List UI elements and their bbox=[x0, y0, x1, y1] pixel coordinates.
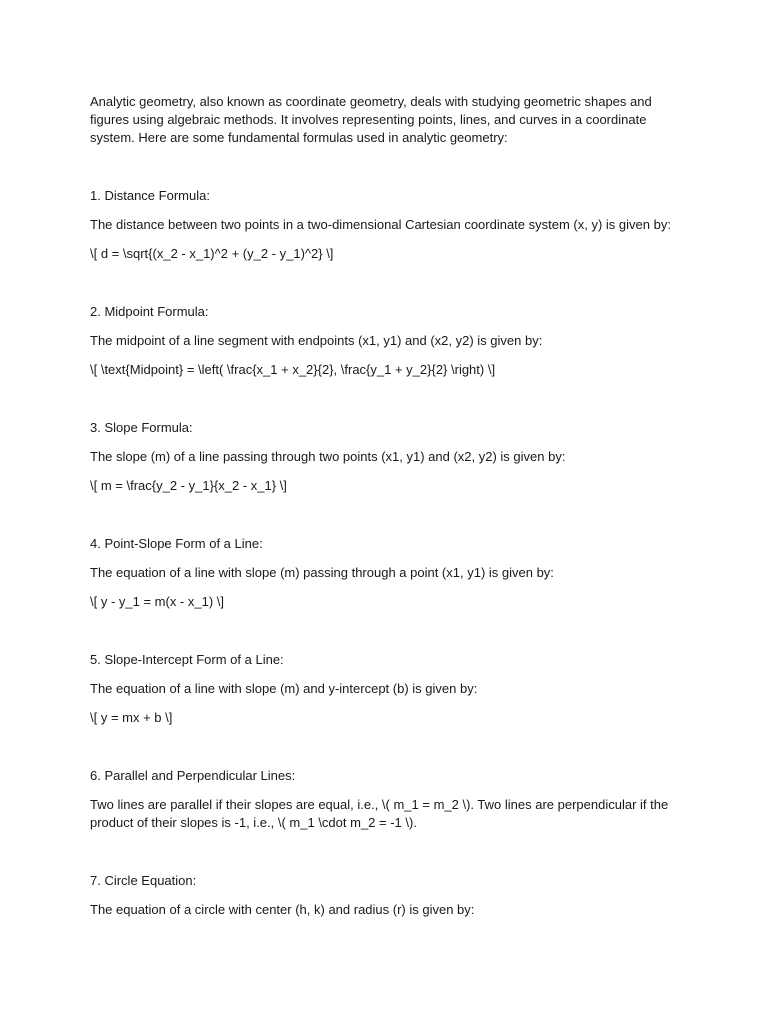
section-description: The slope (m) of a line passing through two points (x1, y1) and (x2, y2) is given by: bbox=[90, 449, 566, 464]
section-description: The equation of a circle with center (h, k) and radius (r) is given by: bbox=[90, 902, 475, 917]
section-heading: 1. Distance Formula: bbox=[90, 188, 210, 203]
section-parallel-perpendicular-lines bbox=[90, 767, 680, 832]
section-slope-formula bbox=[90, 419, 680, 495]
section-description: The equation of a line with slope (m) and y-intercept (b) is given by: bbox=[90, 681, 478, 696]
section-heading: 7. Circle Equation: bbox=[90, 873, 197, 888]
document-body bbox=[90, 93, 680, 919]
section-heading: 5. Slope-Intercept Form of a Line: bbox=[90, 652, 284, 667]
section-circle-equation bbox=[90, 872, 680, 919]
section-description: Two lines are parallel if their slopes are equal, i.e., \( m_1 = m_2 \). Two lines are perpendicular if the product of their slopes is -1, i.e., \( m_1 \cdot m_2 = -1 \). bbox=[90, 797, 669, 830]
section-formula: \[ y - y_1 = m(x - x_1) \] bbox=[90, 594, 224, 609]
section-formula: \[ d = \sqrt{(x_2 - x_1)^2 + (y_2 - y_1)^2} \] bbox=[90, 246, 334, 261]
section-slope-intercept-form bbox=[90, 651, 680, 727]
section-midpoint-formula bbox=[90, 303, 680, 379]
section-distance-formula bbox=[90, 187, 680, 263]
section-description: The equation of a line with slope (m) passing through a point (x1, y1) is given by: bbox=[90, 565, 554, 580]
section-heading: 6. Parallel and Perpendicular Lines: bbox=[90, 768, 296, 783]
section-description: The midpoint of a line segment with endpoints (x1, y1) and (x2, y2) is given by: bbox=[90, 333, 543, 348]
section-description: The distance between two points in a two-dimensional Cartesian coordinate system (x, y) is given by: bbox=[90, 217, 671, 232]
section-formula: \[ \text{Midpoint} = \left( \frac{x_1 + x_2}{2}, \frac{y_1 + y_2}{2} \right) \] bbox=[90, 362, 496, 377]
section-formula: \[ m = \frac{y_2 - y_1}{x_2 - x_1} \] bbox=[90, 478, 287, 493]
section-heading: 2. Midpoint Formula: bbox=[90, 304, 209, 319]
section-heading: 4. Point-Slope Form of a Line: bbox=[90, 536, 263, 551]
section-formula: \[ y = mx + b \] bbox=[90, 710, 173, 725]
intro-paragraph: Analytic geometry, also known as coordinate geometry, deals with studying geometric shapes and figures using algebraic methods. It involves representing points, lines, and curves in a coordinate system. Here are some fundamental formulas used in analytic geometry: bbox=[90, 94, 652, 145]
section-heading: 3. Slope Formula: bbox=[90, 420, 193, 435]
section-point-slope-form bbox=[90, 535, 680, 611]
